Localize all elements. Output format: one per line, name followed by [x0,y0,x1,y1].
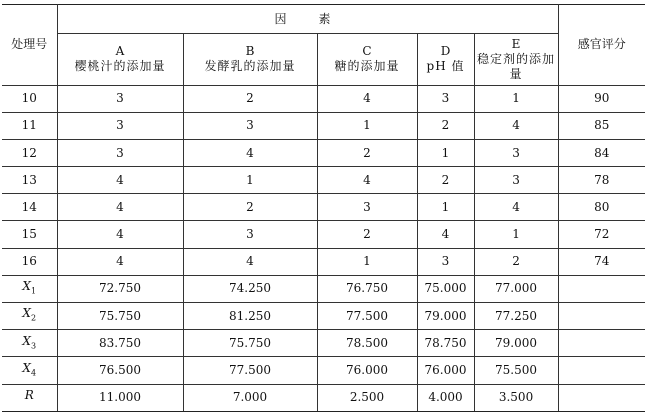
stat-c: 76.750 [317,275,417,302]
cell-b: 4 [183,248,317,275]
cell-score: 90 [558,85,645,112]
cell-a: 4 [57,167,183,194]
col-c-letter: C [362,44,372,59]
header-col-c [317,34,417,85]
stat-d: 75.000 [417,275,474,302]
stat-a: 76.500 [57,357,183,384]
col-b-letter: B [245,44,255,59]
cell-score: 72 [558,221,645,248]
cell-id: 14 [2,194,57,221]
table-row [2,112,645,139]
stat-score-empty [558,275,645,302]
cell-a: 3 [57,139,183,166]
cell-c: 2 [317,221,417,248]
stat-b: 81.250 [183,303,317,330]
cell-e: 4 [474,112,558,139]
stats-row [2,303,645,330]
stat-e: 3.500 [474,384,558,411]
stats-row [2,275,645,302]
col-e-letter: E [511,36,521,51]
cell-b: 4 [183,139,317,166]
stat-c: 76.000 [317,357,417,384]
stat-e: 75.500 [474,357,558,384]
table-row [2,139,645,166]
stat-d: 76.000 [417,357,474,384]
cell-e: 4 [474,194,558,221]
table-row [2,248,645,275]
col-a-letter: A [115,44,125,59]
col-b-name: 发酵乳的添加量 [204,59,296,74]
cell-d: 2 [417,167,474,194]
cell-e: 3 [474,167,558,194]
cell-id: 15 [2,221,57,248]
col-a-name: 樱桃汁的添加量 [74,59,166,74]
cell-d: 1 [417,139,474,166]
header-factors: 因 素 [57,5,558,34]
stat-d: 4.000 [417,384,474,411]
cell-d: 1 [417,194,474,221]
stat-score-empty [558,357,645,384]
stat-label: $X_3$ [2,330,57,357]
stat-c: 2.500 [317,384,417,411]
cell-id: 12 [2,139,57,166]
header-score: 感官评分 [558,5,645,86]
cell-d: 3 [417,85,474,112]
cell-id: 11 [2,112,57,139]
cell-score: 85 [558,112,645,139]
header-col-a [57,34,183,85]
table-row [2,167,645,194]
cell-c: 4 [317,85,417,112]
cell-b: 1 [183,167,317,194]
cell-a: 3 [57,112,183,139]
stat-d: 78.750 [417,330,474,357]
stat-label: $X_1$ [2,275,57,302]
cell-e: 1 [474,85,558,112]
stat-e: 77.000 [474,275,558,302]
cell-id: 16 [2,248,57,275]
stat-score-empty [558,330,645,357]
stats-row [2,357,645,384]
stat-a: 75.750 [57,303,183,330]
stat-b: 75.750 [183,330,317,357]
stat-label: R [2,384,57,411]
stat-b: 77.500 [183,357,317,384]
header-treatment: 处理号 [2,5,57,86]
cell-score: 80 [558,194,645,221]
cell-a: 4 [57,221,183,248]
orthogonal-test-table [2,4,645,412]
cell-c: 4 [317,167,417,194]
cell-b: 2 [183,194,317,221]
cell-b: 3 [183,112,317,139]
stat-b: 74.250 [183,275,317,302]
stat-label: $X_4$ [2,357,57,384]
cell-id: 13 [2,167,57,194]
stat-a: 83.750 [57,330,183,357]
col-d-name: pH 值 [426,59,465,74]
stat-e: 77.250 [474,303,558,330]
cell-d: 2 [417,112,474,139]
stat-a: 72.750 [57,275,183,302]
stat-d: 79.000 [417,303,474,330]
cell-d: 3 [417,248,474,275]
header-col-e [474,34,558,85]
cell-score: 84 [558,139,645,166]
cell-e: 3 [474,139,558,166]
cell-e: 2 [474,248,558,275]
stat-c: 77.500 [317,303,417,330]
cell-a: 4 [57,248,183,275]
stats-row [2,330,645,357]
stats-row [2,384,645,411]
cell-d: 4 [417,221,474,248]
col-e-name: 稳定剂的添加量 [477,51,556,81]
header-col-d [417,34,474,85]
cell-a: 3 [57,85,183,112]
table-row [2,85,645,112]
cell-id: 10 [2,85,57,112]
cell-e: 1 [474,221,558,248]
table-row [2,221,645,248]
cell-c: 1 [317,248,417,275]
stat-a: 11.000 [57,384,183,411]
cell-c: 2 [317,139,417,166]
cell-b: 2 [183,85,317,112]
stat-e: 79.000 [474,330,558,357]
header-col-b [183,34,317,85]
col-d-letter: D [440,44,451,59]
cell-b: 3 [183,221,317,248]
stat-label: $X_2$ [2,303,57,330]
stat-score-empty [558,384,645,411]
stat-c: 78.500 [317,330,417,357]
cell-c: 3 [317,194,417,221]
col-c-name: 糖的添加量 [334,59,400,74]
cell-a: 4 [57,194,183,221]
cell-score: 74 [558,248,645,275]
stat-score-empty [558,303,645,330]
table-row [2,194,645,221]
cell-c: 1 [317,112,417,139]
cell-score: 78 [558,167,645,194]
stat-b: 7.000 [183,384,317,411]
